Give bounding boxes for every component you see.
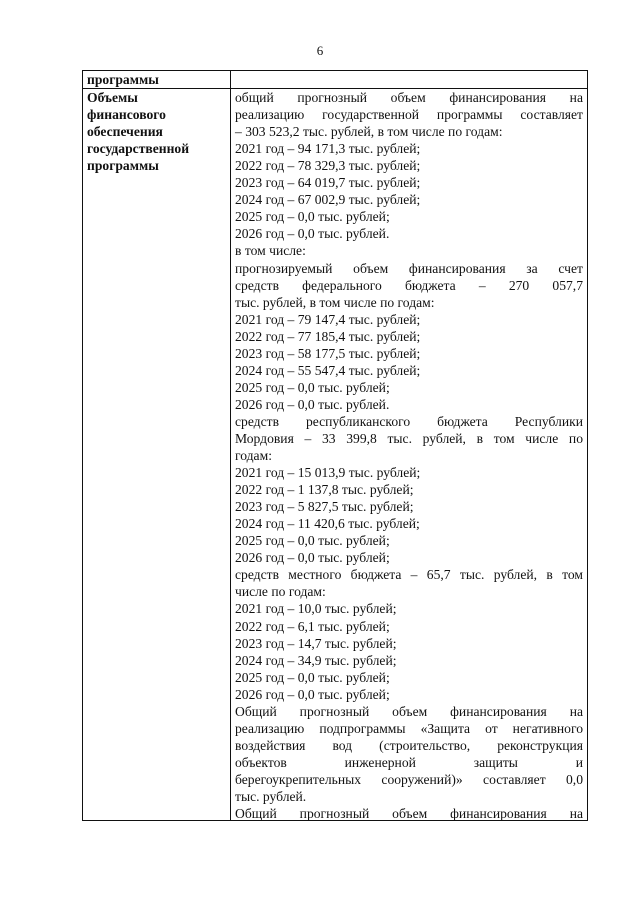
text-line: Общий прогнозный объем финансирования на — [235, 806, 583, 821]
row-label-line: государственной — [87, 141, 190, 157]
text-line: 2022 год – 1 137,8 тыс. рублей; — [235, 482, 414, 498]
text-line: 2026 год – 0,0 тыс. рублей; — [235, 550, 390, 566]
text-line: – 303 523,2 тыс. рублей, в том числе по годам: — [235, 124, 503, 140]
text-line: 2026 год – 0,0 тыс. рублей; — [235, 686, 390, 702]
text-line: объектов инженерной защиты и — [235, 754, 583, 770]
text-line: годам: — [235, 448, 272, 464]
text-line: 2023 год – 5 827,5 тыс. рублей; — [235, 499, 414, 515]
text-line: общий прогнозный объем финансирования на — [235, 90, 583, 106]
text-line: 2021 год – 15 013,9 тыс. рублей; — [235, 465, 421, 481]
row-label-line: финансового — [87, 107, 166, 123]
text-line: тыс. рублей. — [235, 788, 307, 804]
text-line: прогнозируемый объем финансирования за счет — [235, 260, 583, 276]
text-line: 2025 год – 0,0 тыс. рублей; — [235, 209, 390, 225]
row-label-line: программы — [87, 158, 159, 174]
row-label-line: Объемы — [87, 90, 138, 106]
text-line: 2023 год – 58 177,5 тыс. рублей; — [235, 345, 421, 361]
text-line: 2022 год – 6,1 тыс. рублей; — [235, 618, 390, 634]
text-line: 2025 год – 0,0 тыс. рублей; — [235, 669, 390, 685]
text-line: 2023 год – 64 019,7 тыс. рублей; — [235, 175, 421, 191]
text-line: 2026 год – 0,0 тыс. рублей. — [235, 226, 390, 242]
text-line: средств местного бюджета – 65,7 тыс. рублей, в том — [235, 567, 583, 583]
text-line: 2024 год – 11 420,6 тыс. рублей; — [235, 516, 420, 532]
text-line: реализацию подпрограммы «Защита от негативного — [235, 720, 583, 736]
text-line: 2024 год – 55 547,4 тыс. рублей; — [235, 362, 421, 378]
text-line: реализацию государственной программы составляет — [235, 107, 583, 123]
page-number: 6 — [316, 43, 324, 58]
table-row-header-continuation — [83, 71, 588, 89]
text-line: 2022 год – 77 185,4 тыс. рублей; — [235, 328, 421, 344]
cell-value-financing — [231, 89, 588, 821]
cell-label-financing — [83, 89, 231, 821]
text-line: в том числе: — [235, 243, 306, 259]
financing-table — [82, 70, 588, 821]
cell-value-continuation — [231, 71, 588, 89]
text-line: 2021 год – 10,0 тыс. рублей; — [235, 601, 397, 617]
text-line: средств федерального бюджета – 270 057,7 — [235, 277, 583, 293]
text-line: 2026 год – 0,0 тыс. рублей. — [235, 396, 390, 412]
text-line: 2021 год – 94 171,3 тыс. рублей; — [235, 141, 421, 157]
text-line: тыс. рублей, в том числе по годам: — [235, 294, 435, 310]
text-line: воздействия вод (строительство, реконструкция — [235, 737, 583, 753]
text-line: 2024 год – 67 002,9 тыс. рублей; — [235, 192, 421, 208]
text-line: берегоукрепительных сооружений)» составляет 0,0 — [235, 771, 583, 787]
text-line: Общий прогнозный объем финансирования на — [235, 703, 583, 719]
text-line: 2024 год – 34,9 тыс. рублей; — [235, 652, 397, 668]
text-line: 2023 год – 14,7 тыс. рублей; — [235, 635, 397, 651]
table-row-financing — [83, 89, 588, 821]
text-line: 2025 год – 0,0 тыс. рублей; — [235, 379, 390, 395]
text-line: 2021 год – 79 147,4 тыс. рублей; — [235, 311, 421, 327]
text-line: 2022 год – 78 329,3 тыс. рублей; — [235, 158, 421, 174]
cell-label-continuation: программы — [83, 71, 231, 89]
row-label-line: обеспечения — [87, 124, 163, 140]
text-line: средств республиканского бюджета Республики — [235, 413, 583, 429]
text-line: числе по годам: — [235, 584, 326, 600]
text-line: 2025 год – 0,0 тыс. рублей; — [235, 533, 390, 549]
text-line: Мордовия – 33 399,8 тыс. рублей, в том числе по — [235, 430, 583, 446]
